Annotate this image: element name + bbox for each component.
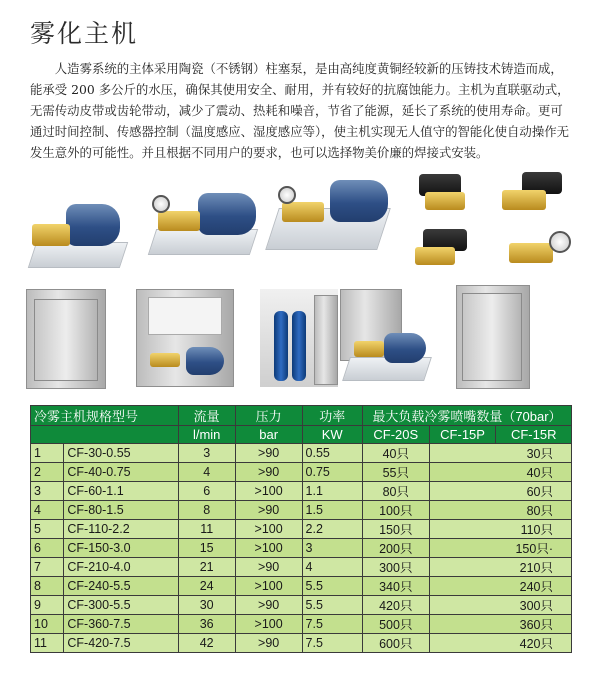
pump-unit-photo-2 (138, 185, 263, 270)
row-model: CF-360-7.5 (64, 615, 178, 634)
row-number: 7 (31, 558, 64, 577)
row-number: 1 (31, 444, 64, 463)
pressure-unit: bar (235, 426, 302, 444)
row-pressure: >100 (235, 482, 302, 501)
table-row (31, 634, 572, 653)
row-cf15: 360只 (429, 615, 571, 634)
row-pressure: >100 (235, 577, 302, 596)
row-pressure: >90 (235, 444, 302, 463)
row-model: CF-240-5.5 (64, 577, 178, 596)
table-row (31, 539, 572, 558)
row-cf15: 40只 (429, 463, 571, 482)
pump-head-photo-3 (413, 225, 483, 275)
row-cf20s: 600只 (362, 634, 429, 653)
flow-unit: l/min (178, 426, 235, 444)
cabinet-photo-2 (136, 289, 234, 389)
row-model: CF-300-5.5 (64, 596, 178, 615)
row-pressure: >90 (235, 501, 302, 520)
row-flow: 3 (178, 444, 235, 463)
row-model: CF-60-1.1 (64, 482, 178, 501)
row-number: 4 (31, 501, 64, 520)
filter-unit-photo (260, 289, 340, 389)
row-flow: 11 (178, 520, 235, 539)
row-flow: 24 (178, 577, 235, 596)
pump-unit-photo-3 (258, 180, 393, 265)
row-number: 11 (31, 634, 64, 653)
open-cabinet-pump-photo (340, 289, 430, 389)
power-unit: KW (302, 426, 362, 444)
cabinet-photo-1 (26, 289, 106, 389)
row-model: CF-80-1.5 (64, 501, 178, 520)
blank-header-cell (31, 426, 179, 444)
table-row (31, 577, 572, 596)
row-cf20s: 150只 (362, 520, 429, 539)
row-number: 10 (31, 615, 64, 634)
table-row (31, 444, 572, 463)
row-cf20s: 100只 (362, 501, 429, 520)
row-pressure: >90 (235, 596, 302, 615)
row-power: 7.5 (302, 615, 362, 634)
row-model: CF-110-2.2 (64, 520, 178, 539)
row-power: 4 (302, 558, 362, 577)
pressure-header: 压力 (235, 406, 302, 426)
row-cf20s: 500只 (362, 615, 429, 634)
max-load-header: 最大负载冷雾喷嘴数量（70bar） (362, 406, 571, 426)
row-cf15: 240只 (429, 577, 571, 596)
row-cf20s: 55只 (362, 463, 429, 482)
row-cf20s: 40只 (362, 444, 429, 463)
row-power: 3 (302, 539, 362, 558)
table-row (31, 501, 572, 520)
row-model: CF-30-0.55 (64, 444, 178, 463)
table-header-row-2 (31, 426, 572, 444)
row-pressure: >90 (235, 634, 302, 653)
description-paragraph: 人造雾系统的主体采用陶瓷（不锈钢）柱塞泵，是由高纯度黄铜经较新的压铸技术铸造而成，能承受 200 多公斤的水压，确保其使用安全、耐用，并有较好的抗腐蚀能力。主机为直联驱动式，无需传动皮带或齿轮带动，减少了震动、热耗和噪音，节省了能源，延长了系统的使用寿命。更可通过时间控制、传感器控制（温度感应、湿度感应等），使主机实现无人值守的智能化使自动操作无发生意外的可能性。并且根据不同用户的要求，也可以选择物美价廉的焊接式安装。 (30, 61, 570, 160)
row-cf15: 60只 (429, 482, 571, 501)
row-cf15: 30只 (429, 444, 571, 463)
power-header: 功率 (302, 406, 362, 426)
row-model: CF-40-0.75 (64, 463, 178, 482)
table-row (31, 482, 572, 501)
row-power: 5.5 (302, 596, 362, 615)
row-cf20s: 80只 (362, 482, 429, 501)
model-header: 冷雾主机规格型号 (31, 406, 179, 426)
row-cf15: 300只 (429, 596, 571, 615)
table-row (31, 558, 572, 577)
row-cf20s: 340只 (362, 577, 429, 596)
row-pressure: >100 (235, 539, 302, 558)
spec-table (30, 405, 572, 653)
row-power: 1.5 (302, 501, 362, 520)
row-power: 0.75 (302, 463, 362, 482)
row-cf20s: 300只 (362, 558, 429, 577)
row-flow: 15 (178, 539, 235, 558)
row-cf15: 150只· (429, 539, 571, 558)
row-flow: 42 (178, 634, 235, 653)
row-model: CF-420-7.5 (64, 634, 178, 653)
row-flow: 6 (178, 482, 235, 501)
table-row (31, 520, 572, 539)
pump-head-photo-2 (498, 170, 573, 225)
row-cf20s: 420只 (362, 596, 429, 615)
pump-head-photo-1 (413, 170, 483, 220)
row-number: 3 (31, 482, 64, 501)
row-cf15: 420只 (429, 634, 571, 653)
row-power: 7.5 (302, 634, 362, 653)
row-model: CF-210-4.0 (64, 558, 178, 577)
row-power: 1.1 (302, 482, 362, 501)
pump-unit-photo-1 (18, 190, 128, 275)
row-number: 5 (31, 520, 64, 539)
cabinet-photos-row (18, 285, 588, 393)
row-pressure: >90 (235, 463, 302, 482)
row-number: 2 (31, 463, 64, 482)
row-power: 2.2 (302, 520, 362, 539)
table-header-row-1 (31, 406, 572, 426)
row-flow: 4 (178, 463, 235, 482)
row-number: 6 (31, 539, 64, 558)
row-cf15: 110只 (429, 520, 571, 539)
row-cf20s: 200只 (362, 539, 429, 558)
row-power: 5.5 (302, 577, 362, 596)
row-flow: 30 (178, 596, 235, 615)
table-row (31, 615, 572, 634)
row-pressure: >100 (235, 615, 302, 634)
table-row (31, 596, 572, 615)
page-title: 雾化主机 (30, 19, 139, 48)
row-flow: 21 (178, 558, 235, 577)
row-number: 8 (31, 577, 64, 596)
flow-header: 流量 (178, 406, 235, 426)
nozzle-col-b: CF-15P (429, 426, 496, 444)
pump-head-photo-4 (503, 225, 578, 275)
row-power: 0.55 (302, 444, 362, 463)
row-cf15: 80只 (429, 501, 571, 520)
row-model: CF-150-3.0 (64, 539, 178, 558)
cabinet-photo-3 (456, 285, 531, 389)
nozzle-col-a: CF-20S (362, 426, 429, 444)
row-flow: 8 (178, 501, 235, 520)
row-pressure: >90 (235, 558, 302, 577)
row-cf15: 210只 (429, 558, 571, 577)
pump-photos-row (18, 170, 588, 280)
row-flow: 36 (178, 615, 235, 634)
row-pressure: >100 (235, 520, 302, 539)
row-number: 9 (31, 596, 64, 615)
nozzle-col-c: CF-15R (496, 426, 572, 444)
table-row (31, 463, 572, 482)
